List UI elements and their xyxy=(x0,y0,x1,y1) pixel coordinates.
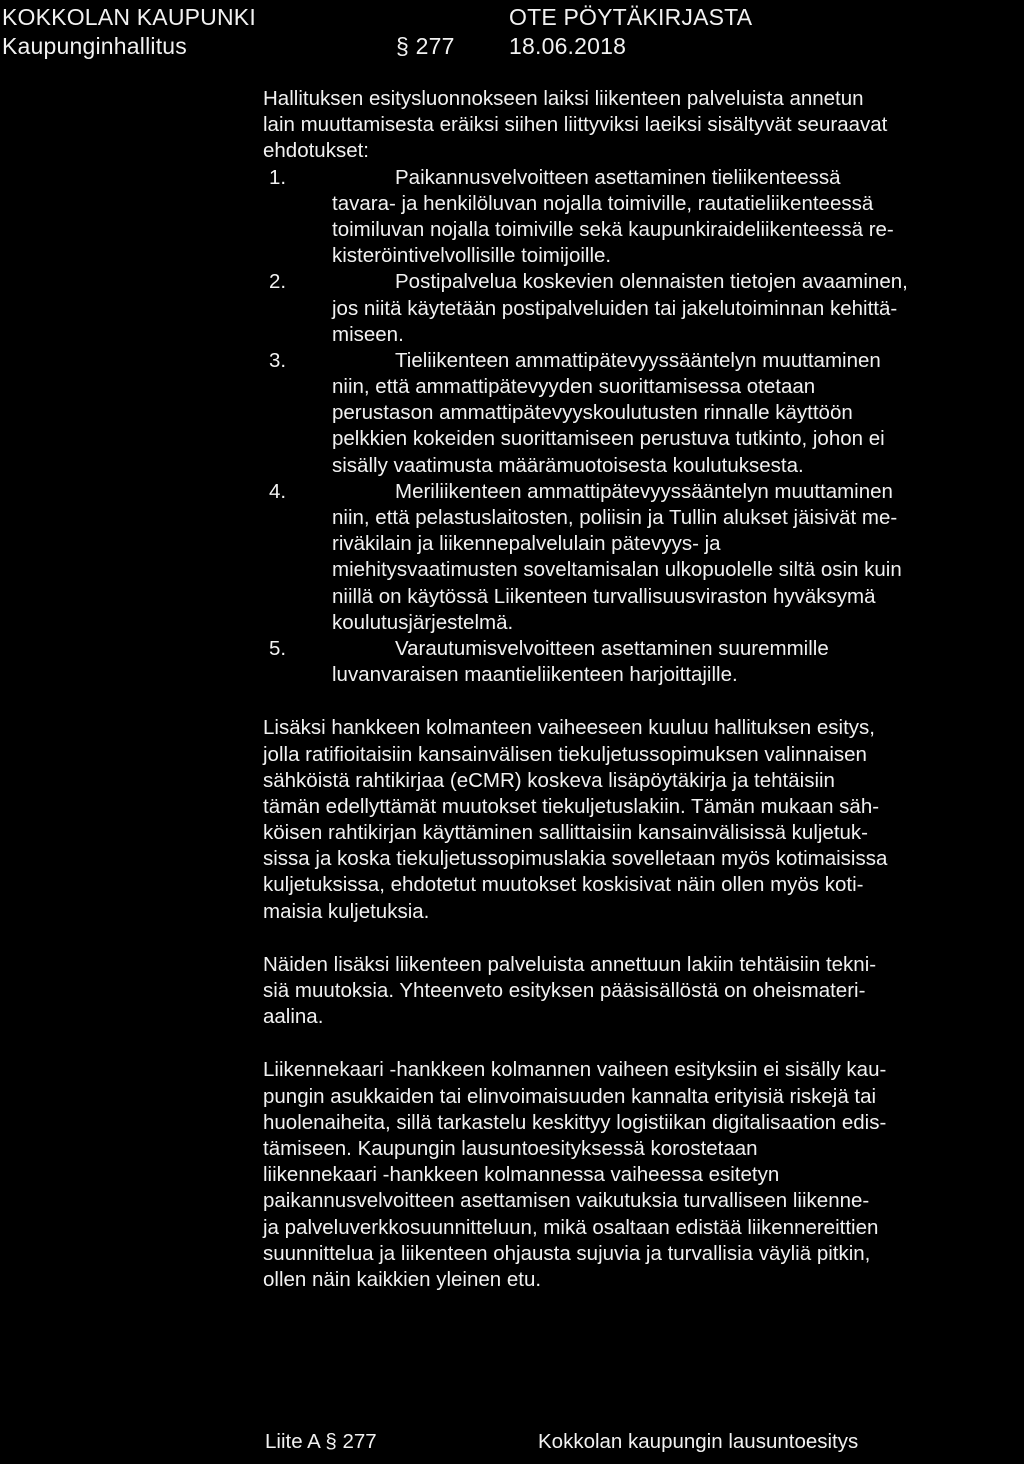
risks-line: tämiseen. Kaupungin lausuntoesityksessä korostetaan xyxy=(263,1136,758,1160)
ecmr-line: sissa ja koska tiekuljetussopimuslakia sovelletaan myös kotimaisissa xyxy=(263,847,888,871)
technical-line: aalina. xyxy=(263,1005,324,1029)
header-left xyxy=(2,3,256,61)
risks-line: paikannusvelvoitteen asettamisen vaikutuksia turvalliseen liikenne- xyxy=(263,1189,870,1213)
proposal-line: luvanvaraisen maantieliikenteen harjoittajille. xyxy=(332,663,738,687)
section-number: § 277 xyxy=(396,33,455,59)
risks-line: ollen näin kaikkien yleinen etu. xyxy=(263,1267,542,1291)
ecmr-paragraph xyxy=(263,715,1023,925)
risks-line: Liikennekaari -hankkeen kolmannen vaiheen esityksiin ei sisälly kau- xyxy=(263,1058,887,1082)
intro-paragraph xyxy=(263,86,1023,165)
proposal-text xyxy=(332,269,1023,348)
proposal-line: niin, että pelastuslaitosten, poliisin ja Tullin alukset jäisivät me- xyxy=(332,506,898,529)
proposal-line: miehitysvaatimusten soveltamisalan ulkopuolelle siltä osin kuin xyxy=(332,558,902,582)
ecmr-line: tämän edellyttämät muutokset tiekuljetuslakiin. Tämän mukaan säh- xyxy=(263,794,880,818)
proposal-line: Varautumisvelvoitteen asettaminen suuremmille xyxy=(395,636,829,660)
proposal-text xyxy=(332,479,1023,636)
proposal-line: Paikannusvelvoitteen asettaminen tieliikenteessä xyxy=(395,165,841,189)
governing-body: Kaupunginhallitus xyxy=(2,33,187,59)
risks-line: ja palveluverkkosuunnitteluun, mikä osaltaan edistää liikennereittien xyxy=(263,1215,879,1239)
technical-changes-paragraph xyxy=(263,952,1023,1031)
proposal-line: perustason ammattipätevyyskoulutusten rinnalle käyttöön xyxy=(332,401,853,425)
risks-line: suunnittelua ja liikenteen ohjausta sujuvia ja turvallisia väyliä pitkin, xyxy=(263,1241,871,1265)
proposal-line: niin, että ammattipätevyyden suorittamisessa otetaan xyxy=(332,375,816,399)
attachment-reference: Liite A § 277 xyxy=(265,1430,377,1453)
document-body xyxy=(263,86,1023,1293)
proposal-item xyxy=(263,165,1023,270)
proposal-line: pelkkien kokeiden suorittamiseen perustuva tutkinto, johon ei xyxy=(332,427,885,451)
proposal-number: 2. xyxy=(269,270,287,294)
ecmr-line: kuljetuksissa, ehdotetut muutokset koskisivat näin ollen myös koti- xyxy=(263,873,864,897)
proposal-text xyxy=(332,165,1023,270)
technical-line: siä muutoksia. Yhteenveto esityksen pääsisällöstä on oheismateri- xyxy=(263,979,866,1002)
proposal-line: kisteröintivelvollisille toimijoille. xyxy=(332,244,612,268)
proposal-number: 5. xyxy=(269,636,287,660)
proposal-line: toimiluvan nojalla toimiville sekä kaupunkiraideliikenteessä re- xyxy=(332,217,894,241)
city-name: KOKKOLAN KAUPUNKI xyxy=(2,4,256,30)
proposal-item xyxy=(263,636,1023,688)
proposal-text xyxy=(332,636,1023,688)
proposal-line: riväkilain ja liikennepalvelulain pätevyys- ja xyxy=(332,532,721,556)
proposal-line: Meriliikenteen ammattipätevyyssääntelyn muuttaminen xyxy=(395,479,893,503)
meeting-date: 18.06.2018 xyxy=(509,33,627,59)
proposal-number: 3. xyxy=(269,348,287,372)
intro-line: ehdotukset: xyxy=(263,139,369,163)
proposal-number: 4. xyxy=(269,479,287,503)
document-type: OTE PÖYTÄKIRJASTA xyxy=(509,4,753,30)
ecmr-line: maisia kuljetuksia. xyxy=(263,899,430,923)
proposal-line: sisälly vaatimusta määrämuotoisesta koulutuksesta. xyxy=(332,453,804,477)
intro-line: lain muuttamisesta eräiksi siihen liittyviksi laeiksi sisältyvät seuraavat xyxy=(263,113,888,137)
proposal-list xyxy=(263,165,1023,689)
proposal-line: jos niitä käytetään postipalveluiden tai jakelutoiminnan kehittä- xyxy=(332,296,898,320)
risks-line: liikennekaari -hankkeen kolmannessa vaiheessa esitetyn xyxy=(263,1163,780,1187)
ecmr-line: sähköistä rahtikirjaa (eCMR) koskeva lisäpöytäkirja ja tehtäisiin xyxy=(263,768,835,792)
risks-line: pungin asukkaiden tai elinvoimaisuuden kannalta erityisiä riskejä tai xyxy=(263,1084,877,1108)
risks-line: huolenaiheita, sillä tarkastelu keskittyy logistiikan digitalisaation edis- xyxy=(263,1110,887,1134)
risk-assessment-paragraph xyxy=(263,1057,1023,1293)
proposal-line: koulutusjärjestelmä. xyxy=(332,610,514,634)
proposal-line: miseen. xyxy=(332,322,404,346)
header-right xyxy=(509,3,752,61)
ecmr-line: Lisäksi hankkeen kolmanteen vaiheeseen kuuluu hallituksen esitys, xyxy=(263,716,875,740)
intro-line: Hallituksen esitysluonnokseen laiksi liikenteen palveluista annetun xyxy=(263,87,864,110)
proposal-line: niillä on käytössä Liikenteen turvallisuusviraston hyväksymä xyxy=(332,584,876,608)
proposal-item xyxy=(263,348,1023,479)
attachment-title: Kokkolan kaupungin lausuntoesitys xyxy=(538,1430,859,1453)
proposal-line: Tieliikenteen ammattipätevyyssääntelyn muuttaminen xyxy=(395,348,881,372)
technical-line: Näiden lisäksi liikenteen palveluista annettuun lakiin tehtäisiin tekni- xyxy=(263,952,877,976)
proposal-text xyxy=(332,348,1023,479)
proposal-line: tavara- ja henkilöluvan nojalla toimiville, rautatieliikenteessä xyxy=(332,191,874,215)
proposal-item xyxy=(263,479,1023,636)
proposal-item xyxy=(263,269,1023,348)
ecmr-line: köisen rahtikirjan käyttäminen sallittaisiin kansainvälisissä kuljetuk- xyxy=(263,821,869,845)
proposal-line: Postipalvelua koskevien olennaisten tietojen avaaminen, xyxy=(395,270,908,294)
ecmr-line: jolla ratifioitaisiin kansainvälisen tiekuljetussopimuksen valinnaisen xyxy=(263,742,867,766)
proposal-number: 1. xyxy=(269,165,287,189)
